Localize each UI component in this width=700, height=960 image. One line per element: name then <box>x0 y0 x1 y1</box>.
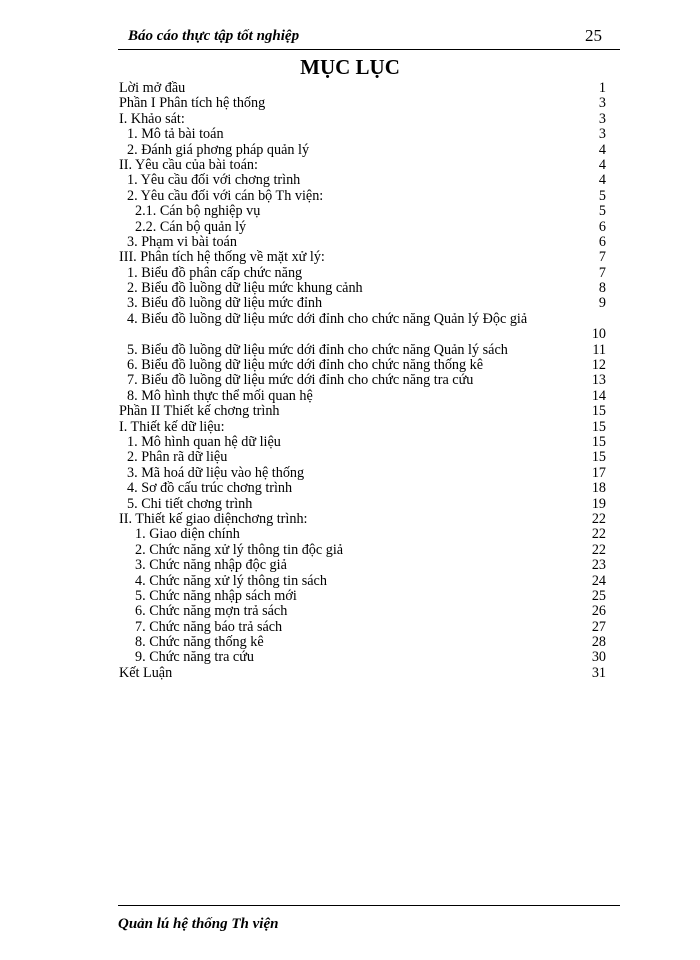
toc-entry-page: 1 <box>598 80 606 96</box>
toc-entry-page: 22 <box>591 526 606 543</box>
toc-entry[interactable] <box>119 281 606 296</box>
toc-entry[interactable] <box>119 358 606 373</box>
toc-entry-text: Lời mở đầu <box>119 80 186 96</box>
toc-entry[interactable] <box>119 158 606 173</box>
toc-entry[interactable] <box>119 235 606 250</box>
toc-entry[interactable] <box>119 373 606 388</box>
toc-entry-page: 15 <box>591 418 606 435</box>
toc-entry-page: 3 <box>598 95 606 112</box>
toc-entry-page: 28 <box>591 634 606 651</box>
toc-entry-text: 4. Chức năng xử lý thông tin sách <box>135 572 327 589</box>
toc-entry-page: 22 <box>591 541 606 558</box>
toc-entry-text: 3. Chức năng nhập độc giả <box>135 557 287 574</box>
toc-entry[interactable] <box>119 312 606 343</box>
toc-entry-page: 31 <box>591 664 606 681</box>
toc-entry-text: 2.1. Cán bộ nghiệp vụ <box>135 203 261 220</box>
header-title: Báo cáo thực tập tốt nghiệp <box>128 28 300 44</box>
toc-entry[interactable] <box>119 296 606 311</box>
toc-entry[interactable] <box>119 343 606 358</box>
toc-entry-text: 8. Mô hình thực thể mối quan hệ <box>127 387 313 404</box>
toc-entry[interactable] <box>119 650 606 665</box>
toc-entry-page: 4 <box>598 141 606 158</box>
toc-entry[interactable] <box>119 512 606 527</box>
toc-entry-text: 8. Chức năng thống kê <box>135 634 264 651</box>
toc-entry[interactable] <box>119 558 606 573</box>
footer-rule <box>118 905 620 906</box>
toc-entry[interactable] <box>119 81 606 96</box>
toc-entry[interactable] <box>119 112 606 127</box>
page-header <box>118 22 620 50</box>
toc-entry[interactable] <box>119 635 606 650</box>
toc-entry-text: 6. Biểu đồ luồng dữ liệu mức dới đỉnh cho chức năng thống kê <box>127 357 484 374</box>
toc-entry-page: 7 <box>598 249 606 266</box>
toc-entry[interactable] <box>119 389 606 404</box>
toc-entry-text: 1. Mô hình quan hệ dữ liệu <box>127 434 281 450</box>
toc-entry-text: I. Khảo sát: <box>119 110 185 127</box>
toc-entry[interactable] <box>119 189 606 204</box>
toc-entry[interactable] <box>119 543 606 558</box>
toc-entry-text: 6. Chức năng mợn trả sách <box>135 603 288 620</box>
toc-entry-text: Phần II Thiết kế chơng trình <box>119 403 280 420</box>
toc-entry-text: 2.2. Cán bộ quản lý <box>135 218 247 235</box>
toc-entry-page: 4 <box>598 172 606 189</box>
toc-entry-text: I. Thiết kế dữ liệu: <box>119 418 225 435</box>
toc-entry-page: 7 <box>598 264 606 281</box>
toc-entry-page: 27 <box>591 618 606 635</box>
toc-entry-text: 2. Chức năng xử lý thông tin độc giả <box>135 541 344 558</box>
toc-entry-page: 15 <box>591 434 606 450</box>
toc-entry[interactable] <box>119 666 606 681</box>
toc-entry-page: 15 <box>591 403 606 420</box>
toc-entry-page: 11 <box>592 341 606 358</box>
toc-entry-text: 9. Chức năng tra cứu <box>135 649 254 666</box>
toc-entry-text: III. Phân tích hệ thống về mặt xử lý: <box>119 249 325 266</box>
toc-entry-text: 2. Đánh giá phơng pháp quản lý <box>127 141 310 158</box>
toc-entry[interactable] <box>119 204 606 219</box>
toc-entry[interactable] <box>119 420 606 435</box>
toc-entry-text: 2. Yêu cầu đối với cán bộ Th viện: <box>127 187 324 204</box>
toc-entry-text: Phần I Phân tích hệ thống <box>119 95 266 112</box>
toc-entry-text: 7. Chức năng báo trả sách <box>135 618 283 635</box>
toc-entry[interactable] <box>119 266 606 281</box>
toc-entry-page: 25 <box>591 587 606 604</box>
toc-entry-text: 2. Phân rã dữ liệu <box>127 449 228 466</box>
toc-entry-text: 5. Chi tiết chơng trình <box>127 495 253 512</box>
toc-entry-page: 3 <box>598 126 606 143</box>
toc-entry-page: 6 <box>598 233 606 250</box>
toc-entry[interactable] <box>119 620 606 635</box>
toc-entry-page: 19 <box>591 495 606 512</box>
toc-entry-text: 3. Mã hoá dữ liệu vào hệ thống <box>127 464 305 481</box>
toc-entry-text: 4. Biểu đồ luồng dữ liệu mức dới đỉnh cho chức năng Quản lý Độc giả <box>127 310 528 327</box>
toc-entry[interactable] <box>119 435 606 450</box>
toc-entry[interactable] <box>119 96 606 111</box>
toc-entry[interactable] <box>119 127 606 142</box>
toc-entry[interactable] <box>119 143 606 158</box>
toc-entry-page: 3 <box>598 110 606 127</box>
toc-entry-page: 30 <box>591 649 606 666</box>
toc-entry-text: 2. Biểu đồ luồng dữ liệu mức khung cảnh <box>127 280 363 297</box>
toc-entry[interactable] <box>119 589 606 604</box>
toc-entry-text: 3. Biểu đồ luồng dữ liệu mức đỉnh <box>127 295 323 312</box>
toc-entry-text: 3. Phạm vi bài toán <box>127 233 237 250</box>
footer-text: Quản lú hệ thống Th viện <box>118 916 279 932</box>
toc-entry-page: 15 <box>591 449 606 466</box>
page-footer <box>118 905 620 933</box>
toc-entry-text: II. Thiết kế giao diệnchơng trình: <box>119 510 308 527</box>
toc-entry-page: 5 <box>598 203 606 220</box>
toc-entry[interactable] <box>119 250 606 265</box>
toc-entry-text: Kết Luận <box>119 664 173 681</box>
toc-entry-page: 5 <box>598 187 606 204</box>
toc-entry-text: 1. Mô tả bài toán <box>127 126 224 143</box>
toc-entry-page: 18 <box>591 480 606 497</box>
toc-entry-page: 22 <box>591 510 606 527</box>
toc-entry[interactable] <box>119 466 606 481</box>
toc-entry-page: 6 <box>598 218 606 235</box>
header-rule <box>118 49 620 50</box>
toc-entry-text: 5. Chức năng nhập sách mới <box>135 587 297 604</box>
toc-entry-page: 8 <box>598 280 606 297</box>
toc-entry-page: 17 <box>591 464 606 481</box>
table-of-contents <box>119 81 606 681</box>
toc-entry-page: 9 <box>598 295 606 312</box>
toc-entry-page: 23 <box>591 557 606 574</box>
toc-entry-page: 10 <box>591 326 606 343</box>
toc-entry[interactable] <box>119 604 606 619</box>
toc-entry-text: II. Yêu cầu của bài toán: <box>119 156 258 173</box>
toc-entry-text: 4. Sơ đồ cấu trúc chơng trình <box>127 480 293 497</box>
toc-entry-page: 24 <box>591 572 606 589</box>
toc-entry[interactable] <box>119 574 606 589</box>
toc-entry[interactable] <box>119 450 606 465</box>
header-page-number: 25 <box>585 26 602 45</box>
toc-entry[interactable] <box>119 173 606 188</box>
toc-entry[interactable] <box>119 527 606 542</box>
toc-entry-text: 7. Biểu đồ luồng dữ liệu mức dới đỉnh cho chức năng tra cứu <box>127 372 474 389</box>
toc-entry-text: 1. Yêu cầu đối với chơng trình <box>127 172 301 189</box>
toc-entry-text: 1. Biểu đồ phân cấp chức năng <box>127 264 303 281</box>
toc-entry-page: 14 <box>591 387 606 404</box>
toc-entry-text: 5. Biểu đồ luồng dữ liệu mức dới đỉnh cho chức năng Quản lý sách <box>127 341 508 358</box>
toc-entry-page: 13 <box>591 372 606 389</box>
toc-entry[interactable] <box>119 220 606 235</box>
toc-entry[interactable] <box>119 497 606 512</box>
toc-entry-page: 4 <box>598 156 606 173</box>
toc-entry[interactable] <box>119 404 606 419</box>
toc-entry-text: 1. Giao diện chính <box>135 526 240 543</box>
toc-entry[interactable] <box>119 481 606 496</box>
toc-entry-page: 12 <box>591 357 606 374</box>
page-title: MỤC LỤC <box>300 55 400 79</box>
toc-entry-page: 26 <box>591 603 606 620</box>
